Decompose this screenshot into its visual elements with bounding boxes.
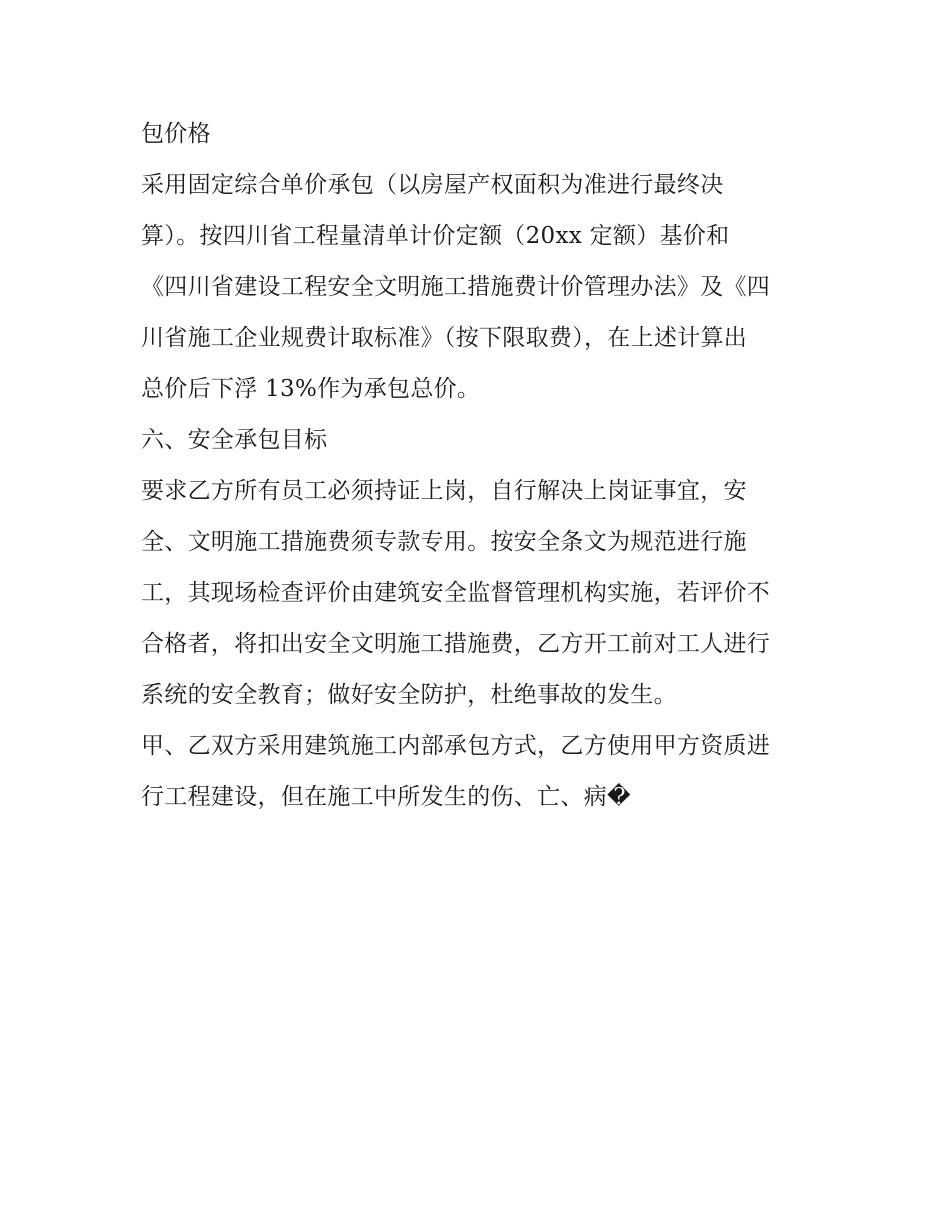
text-line: 要求乙方所有员工必须持证上岗，自行解决上岗证事宜，安 [141, 478, 747, 504]
text-line: 甲、乙双方采用建筑施工内部承包方式，乙方使用甲方资质进 [141, 733, 771, 759]
text-line: 包价格 [141, 121, 211, 147]
document-body [141, 109, 821, 823]
text-line: 采用固定综合单价承包（以房屋产权面积为准进行最终决 [141, 172, 724, 198]
text-line: 总价后下浮 13%作为承包总价。 [141, 376, 481, 402]
text-line: 川省施工企业规费计取标准》（按下限取费），在上述计算出 [141, 325, 748, 351]
text-line: 工，其现场检查评价由建筑安全监督管理机构实施，若评价不 [141, 580, 771, 606]
text-line: 行工程建设，但在施工中所发生的伤、亡、病� [141, 784, 631, 810]
text-line: 合格者，将扣出安全文明施工措施费，乙方开工前对工人进行 [141, 631, 771, 657]
section-heading: 六、安全承包目标 [141, 427, 328, 453]
text-line: 系统的安全教育；做好安全防护，杜绝事故的发生。 [141, 682, 677, 708]
text-line: 《四川省建设工程安全文明施工措施费计价管理办法》及《四 [141, 274, 771, 300]
text-line: 算）。按四川省工程量清单计价定额（20xx 定额）基价和 [141, 223, 730, 249]
text-line: 全、文明施工措施费须专款专用。按安全条文为规范进行施 [141, 529, 747, 555]
